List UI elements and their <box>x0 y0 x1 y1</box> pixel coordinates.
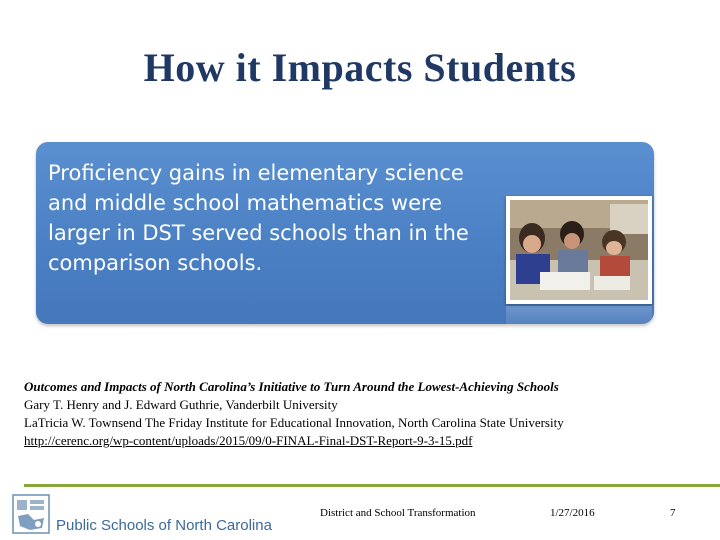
callout-text: Proficiency gains in elementary science and middle school mathematics were larger in DST served schools than in the comparison schools. <box>48 161 469 275</box>
classroom-photo-icon <box>510 200 648 300</box>
footer-org-name: Public Schools of North Carolina <box>56 517 272 534</box>
citation-title: Outcomes and Impacts of North Carolina’s Initiative to Turn Around the Lowest-Achieving Schools <box>24 379 559 394</box>
classroom-photo <box>506 196 652 304</box>
citation-block <box>24 378 704 450</box>
citation-authors: Gary T. Henry and J. Edward Guthrie, Vanderbilt University <box>24 397 338 412</box>
footer-date: 1/27/2016 <box>550 507 595 519</box>
slide-title: How it Impacts Students <box>143 45 577 90</box>
photo-reflection <box>506 306 652 336</box>
citation-link[interactable]: http://cerenc.org/wp-content/uploads/2015/09/0-FINAL-Final-DST-Report-9-3-15.pdf <box>24 433 473 448</box>
footer-rule <box>24 484 720 487</box>
footer-page-number: 7 <box>670 507 676 519</box>
footer-department: District and School Transformation <box>320 507 476 519</box>
citation-affiliation: LaTricia W. Townsend The Friday Institute for Educational Innovation, North Carolina State University <box>24 415 564 430</box>
nc-state-logo-icon <box>12 494 50 534</box>
